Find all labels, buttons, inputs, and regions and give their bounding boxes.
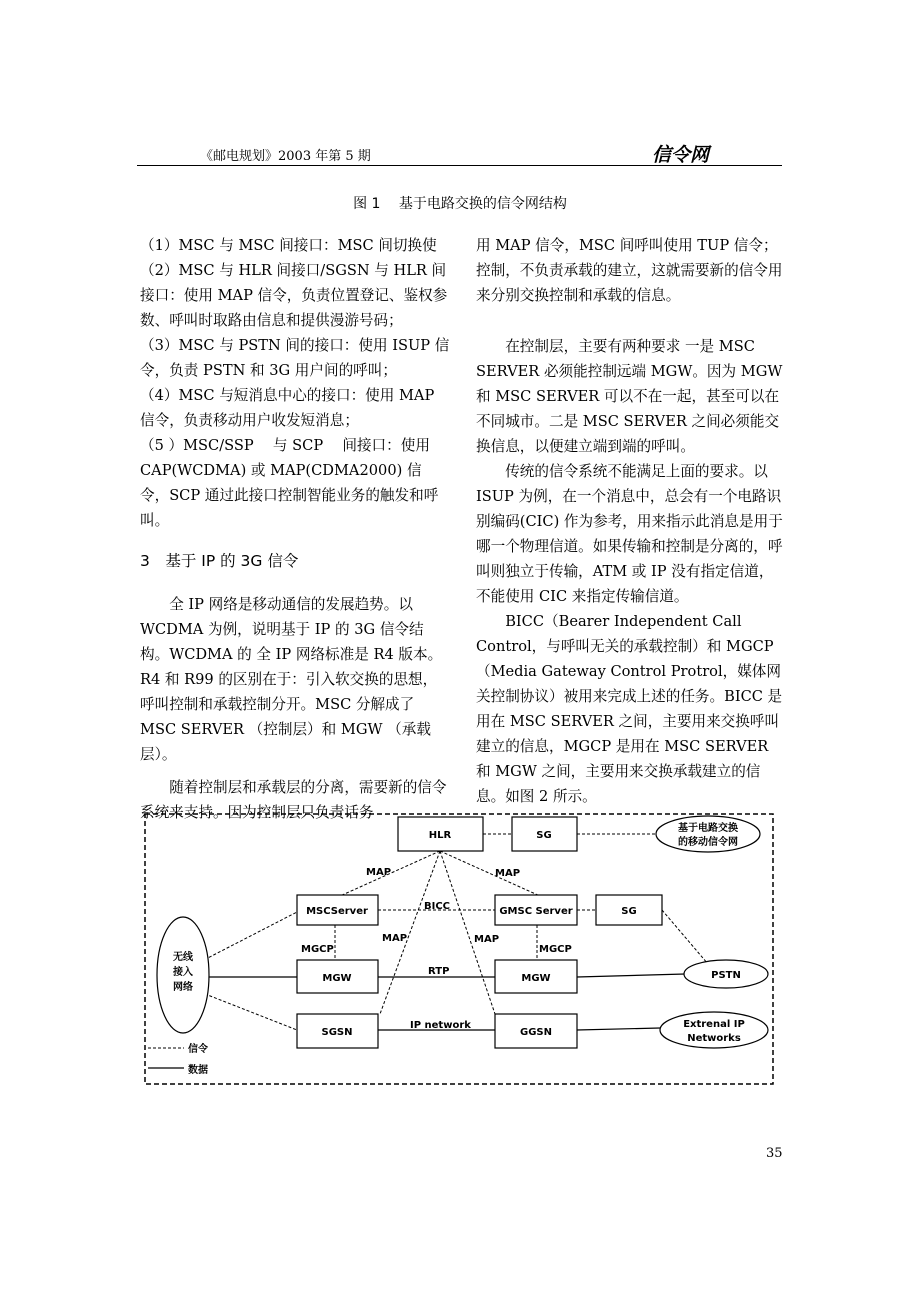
sg-right-label: SG — [621, 906, 637, 917]
legend-data-label: 数据 — [188, 1065, 208, 1076]
page-number: 35 — [766, 1146, 783, 1161]
hlr-label: HLR — [428, 830, 452, 841]
left-column — [140, 233, 450, 825]
link-mgw-pstn — [577, 974, 685, 977]
list-item: （3）MSC 与 PSTN 间的接口：使用 ISUP 信令，负责 PSTN 和 3G 用户间的呼叫； — [140, 337, 450, 379]
legend — [148, 1042, 208, 1076]
link-sg-pstn — [662, 910, 708, 964]
sg-top-label: SG — [536, 830, 552, 841]
signaling-links — [200, 834, 708, 1030]
map-label-right: MAP — [495, 868, 521, 879]
rtp-label: RTP — [428, 966, 450, 977]
ip-network-label: IP network — [410, 1020, 471, 1031]
paragraph: 随着控制层和承载层的分离，需要新的信令系统来支持。因为控制层只负责话务 — [140, 779, 447, 821]
link-hlr-gmsc — [440, 851, 540, 896]
link-ran-sgsn — [200, 992, 297, 1030]
circuit-net-label: 的移动信令网 — [678, 837, 738, 848]
ran-label: 网络 — [173, 982, 193, 993]
section-heading: 3 基于 IP 的 3G 信令 — [140, 552, 299, 570]
external-ip-label: Networks — [687, 1033, 741, 1044]
header-rule — [137, 165, 782, 166]
journal-header: 《邮电规划》2003 年第 5 期 — [200, 149, 371, 164]
list-item: （4）MSC 与短消息中心的接口：使用 MAP 信令，负责移动用户收发短消息； — [140, 387, 435, 429]
paragraph-gap — [476, 308, 784, 334]
link-hlr-ggsn — [440, 851, 495, 1014]
list-item: （5 ）MSC/SSP 与 SCP 间接口：使用 CAP(WCDMA) 或 MAP(CDMA2000) 信令，SCP 通过此接口控制智能业务的触发和呼叫。 — [140, 437, 439, 529]
ggsn-label: GGSN — [520, 1027, 552, 1038]
list-item: （2）MSC 与 HLR 间接口/SGSN 与 HLR 间接口：使用 MAP 信令，负责位置登记、鉴权参数、呼叫时取路由信息和提供漫游号码； — [140, 262, 448, 329]
figure1-caption: 图 1 基于电路交换的信令网结构 — [353, 196, 567, 212]
paragraph: BICC（Bearer Independent Call Control，与呼叫无关的承载控制）和 MGCP（Media Gateway Control Protrol，媒体网关控制协议）被用来完成上述的任务。BICC 是用在 MSC SERVER 之间，主要用来交换呼叫建立的信息，MGCP 是用在 MSC SERVER 和 MGW 之间，主要用来交换承载建立的信息。如图 2 所示。 — [476, 613, 783, 805]
map-label-mid-right: MAP — [474, 934, 500, 945]
bicc-label: BICC — [424, 901, 451, 912]
mgcp-label-left: MGCP — [301, 944, 334, 955]
link-ran-mscserver — [200, 912, 297, 962]
paragraph: 传统的信令系统不能满足上面的要求。以 ISUP 为例，在一个消息中，总会有一个电路识别编码(CIC) 作为参考，用来指示此消息是用于哪一个物理信道。如果传输和控制是分离的，呼叫则独立于传输，ATM 或 IP 没有指定信道，不能使用 CIC 来指定传输信道。 — [476, 463, 783, 605]
external-ip-label: Extrenal IP — [683, 1019, 745, 1030]
link-ggsn-external — [577, 1028, 660, 1030]
mgcp-label-right: MGCP — [539, 944, 572, 955]
section-header: 信令网 — [652, 144, 710, 166]
legend-signaling-label: 信令 — [188, 1044, 208, 1055]
sgsn-label: SGSN — [321, 1027, 353, 1038]
mgw-left-label: MGW — [322, 973, 352, 984]
ran-label: 无线 — [173, 952, 193, 963]
mgw-right-label: MGW — [521, 973, 551, 984]
paragraph: 在控制层，主要有两种要求 一是 MSC SERVER 必须能控制远端 MGW。因为 MGW 和 MSC SERVER 可以不在一起，甚至可以在不同城市。二是 MSC SERVER 之间必须能交换信息，以便建立端到端的呼叫。 — [476, 338, 783, 455]
msc-server-label: MSCServer — [306, 906, 368, 917]
map-label-left: MAP — [366, 867, 392, 878]
list-item: （1）MSC 与 MSC 间接口：MSC 间切换使 — [140, 237, 437, 254]
circuit-net-label: 基于电路交换 — [678, 823, 738, 834]
gmsc-server-label: GMSC Server — [499, 906, 573, 917]
paragraph: 全 IP 网络是移动通信的发展趋势。以 WCDMA 为例，说明基于 IP 的 3G 信令结构。WCDMA 的 全 IP 网络标准是 R4 版本。R4 和 R99 的区别在于：引入软交换的思想，呼叫控制和承载控制分开。MSC 分解成了 MSC SERVER （控制层）和 MGW （承载层）。 — [140, 596, 443, 763]
pstn-label: PSTN — [711, 970, 741, 981]
map-label-mid-left: MAP — [382, 933, 408, 944]
right-column — [476, 233, 784, 809]
node-boxes — [157, 816, 768, 1048]
paragraph: 用 MAP 信令，MSC 间呼叫使用 TUP 信令；控制，不负责承载的建立，这就需要新的信令用来分别交换控制和承载的信息。 — [476, 237, 783, 304]
figure2-network-diagram — [140, 812, 780, 1088]
ran-label: 接入 — [173, 967, 193, 978]
